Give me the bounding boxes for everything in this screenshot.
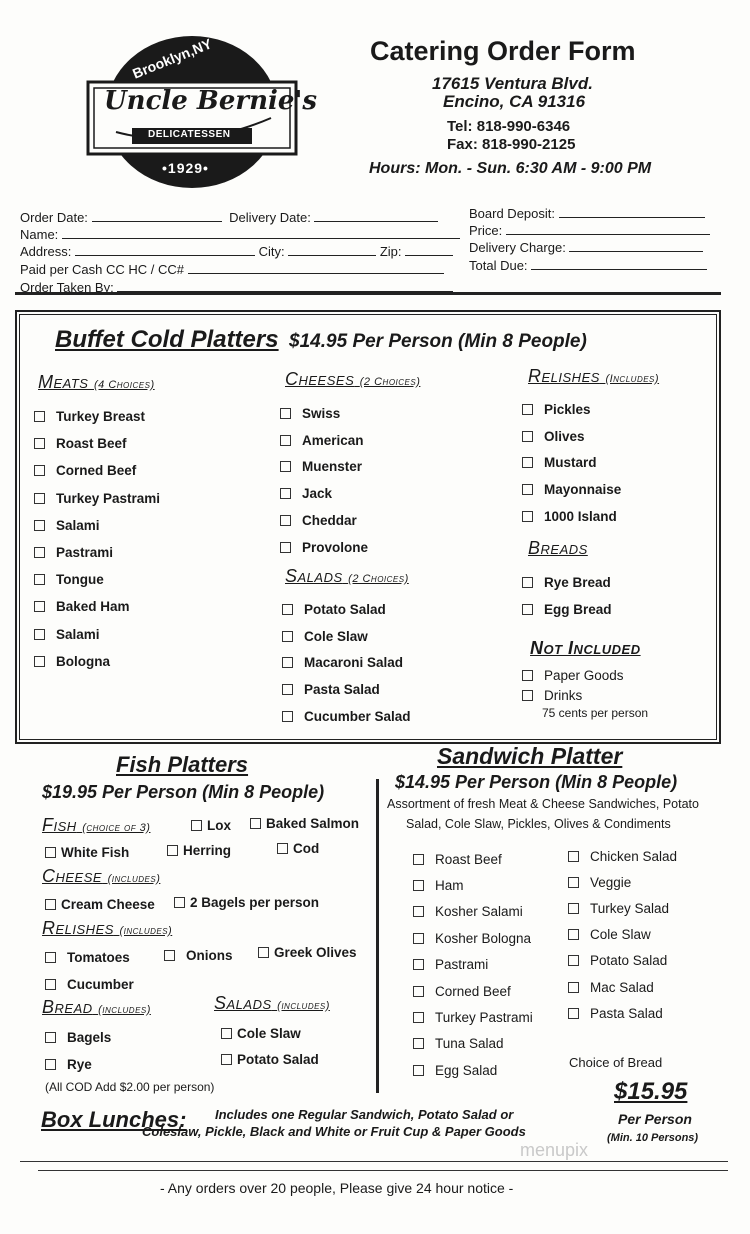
checkbox[interactable] [34,629,45,640]
relishes-note: (Includes) [605,373,660,385]
fish-bread-heading [42,997,151,1018]
fish-relish-item[interactable] [258,945,357,960]
buffet-price: $14.95 Per Person (Min 8 People) [289,331,587,352]
fish-bread-label: Bread [42,997,93,1017]
checkbox[interactable] [282,604,293,615]
cheeses-list [280,400,368,561]
salads-note: (2 Choices) [348,573,409,585]
sandwich-title: Sandwich Platter [437,743,623,769]
meats-label: Meats [38,372,89,392]
checkbox[interactable] [568,955,579,966]
buffet-heading [55,326,587,354]
item-label: Mustard [544,455,597,471]
checklist-item[interactable] [282,623,411,650]
item-label: Tuna Salad [435,1036,504,1052]
item-label: American [302,432,364,448]
logo-top-text: Brooklyn,NY [130,35,214,82]
address-city: Encino, CA 91316 [443,92,586,111]
checkbox[interactable] [282,631,293,642]
item-label: Kosher Salami [435,904,523,920]
item-label: Lox [207,818,232,833]
order-date-field[interactable] [92,209,222,222]
box-lunch-price: $15.95 [614,1078,688,1105]
item-label: Cucumber [67,977,134,992]
checkbox[interactable] [280,435,291,446]
meats-heading [38,372,155,393]
checklist-item[interactable] [522,665,624,685]
checkbox[interactable] [34,438,45,449]
item-label: White Fish [61,845,130,860]
price-row [469,222,710,238]
address-label: Address: [20,244,72,259]
checklist-item[interactable] [34,457,160,484]
item-label: Tomatoes [67,950,130,965]
fish-item[interactable] [45,845,129,860]
item-label: Potato Salad [237,1052,319,1067]
checklist-item[interactable] [34,512,160,539]
checklist-item[interactable] [34,593,160,620]
item-label: Baked Ham [56,599,130,615]
sandwich-desc-2: Salad, Cole Slaw, Pickles, Olives & Condiments [406,817,671,831]
board-deposit-field[interactable] [559,205,705,218]
checkbox[interactable] [282,711,293,722]
item-label: Potato Salad [590,953,668,969]
checklist-item[interactable] [413,925,533,951]
fish-item[interactable] [250,816,359,831]
checklist-item[interactable] [568,974,677,1000]
item-label: Rye Bread [544,575,611,590]
item-label: Chicken Salad [590,848,678,864]
fish-salad-item[interactable] [221,1052,319,1067]
checklist-item[interactable] [568,1000,677,1026]
checklist-item[interactable] [568,922,677,948]
delivery-date-label: Delivery Date: [229,210,311,225]
checkbox[interactable] [522,431,533,442]
item-label: Cole Slaw [237,1026,301,1041]
salads-heading [285,566,409,587]
checkbox[interactable] [45,952,56,963]
name-field[interactable] [62,226,460,239]
city-field[interactable] [288,243,376,256]
checklist-item[interactable] [522,503,621,530]
fish-relish-item[interactable] [45,950,130,965]
logo-name: Uncle Bernie's [104,86,318,116]
order-date-row [20,209,438,225]
fish-bread-item[interactable] [45,1030,111,1045]
item-label: Baked Salmon [266,816,360,831]
item-label: Pastrami [56,545,114,561]
item-label: Potato Salad [304,601,386,617]
board-deposit-row [469,205,705,221]
paid-field[interactable] [188,261,444,274]
box-lunch-per: Per Person [618,1111,692,1127]
fish-price: $19.95 Per Person (Min 8 People) [42,782,325,802]
watermark: menupix [520,1140,589,1160]
checkbox[interactable] [413,880,424,891]
checkbox[interactable] [413,959,424,970]
checklist-item[interactable] [522,476,621,503]
checkbox[interactable] [522,457,533,468]
item-label: Turkey Pastrami [435,1010,533,1026]
item-label: 2 Bagels per person [190,895,320,910]
price-label: Price: [469,223,503,238]
taken-by-label: Order Taken By: [20,280,114,295]
checkbox[interactable] [568,929,579,940]
item-label: Drinks [544,687,583,703]
item-label: Mayonnaise [544,482,622,498]
checkbox[interactable] [568,877,579,888]
item-label: Roast Beef [435,851,502,867]
checklist-item[interactable] [413,846,533,872]
relishes-label: Relishes [528,366,600,386]
fish-relishes-note: (includes) [119,925,173,937]
checkbox[interactable] [280,515,291,526]
checkbox[interactable] [522,511,533,522]
checklist-item[interactable] [280,427,368,454]
cheeses-label: Cheeses [285,369,355,389]
item-label: Turkey Salad [590,900,670,916]
cheeses-note: (2 Choices) [359,376,421,388]
item-label: Cole Slaw [590,927,651,943]
header-divider [15,292,721,295]
total-due-label: Total Due: [469,258,528,273]
checklist-item[interactable] [34,430,160,457]
meats-note: (4 Choices) [94,379,155,391]
checklist-item[interactable] [522,596,612,623]
item-label: Turkey Pastrami [56,490,161,506]
taken-by-field[interactable] [117,279,453,292]
checkbox[interactable] [191,820,202,831]
checklist-item[interactable] [413,1057,533,1083]
checklist-item[interactable] [280,454,368,481]
item-label: Cod [293,841,320,856]
box-lunch-line-2: Coleslaw, Pickle, Black and White or Fruit Cup & Paper Goods [142,1124,526,1139]
box-lunch-min: (Min. 10 Persons) [607,1132,699,1144]
checkbox[interactable] [522,577,533,588]
item-label: Jack [302,486,333,502]
checklist-item[interactable] [413,1004,533,1030]
fish-salad-item[interactable] [221,1026,301,1041]
item-label: Cream Cheese [61,897,155,912]
checkbox[interactable] [568,851,579,862]
checkbox[interactable] [34,656,45,667]
checklist-item[interactable] [413,872,533,898]
fish-salads-label: Salads [214,993,272,1013]
item-label: Greek Olives [274,945,357,960]
sandwich-price: $14.95 Per Person (Min 8 People) [395,772,678,792]
checklist-item[interactable] [413,978,533,1004]
checkbox[interactable] [167,845,178,856]
fish-note: (choice of 3) [82,822,151,834]
item-label: Swiss [302,405,341,421]
checklist-item[interactable] [34,485,160,512]
item-label: 1000 Island [544,509,617,525]
checkbox[interactable] [34,411,45,422]
fax: Fax: 818-990-2125 [447,136,576,153]
checkbox[interactable] [568,982,579,993]
fish-title: Fish Platters [116,752,249,777]
checkbox[interactable] [174,897,185,908]
checkbox[interactable] [282,657,293,668]
checkbox[interactable] [413,1038,424,1049]
footer-notice: - Any orders over 20 people, Please give 24 hour notice - [160,1180,514,1196]
breads-label: Breads [528,538,588,558]
checkbox[interactable] [568,1008,579,1019]
item-label: Cucumber Salad [304,709,411,725]
order-date-label: Order Date: [20,210,88,225]
relishes-list [522,396,621,530]
checkbox[interactable] [413,854,424,865]
item-label: Bologna [56,653,110,669]
fish-cheese-item[interactable] [174,895,319,910]
checklist-item[interactable] [522,450,621,477]
fish-salads-heading [214,993,330,1014]
box-lunch-line-1: Includes one Regular Sandwich, Potato Salad or [215,1107,514,1122]
fish-item[interactable] [167,843,231,858]
checkbox[interactable] [34,493,45,504]
checklist-item[interactable] [568,843,677,869]
fish-item[interactable] [277,841,319,856]
checklist-item[interactable] [568,869,677,895]
item-label: Egg Salad [435,1062,498,1078]
checklist-item[interactable] [522,569,612,596]
checklist-item[interactable] [282,703,411,730]
checklist-item[interactable] [280,534,368,561]
salads-list [282,596,411,730]
checkbox[interactable] [258,947,269,958]
checkbox[interactable] [280,408,291,419]
checklist-item[interactable] [413,1031,533,1057]
fish-cheese-heading [42,866,160,887]
checklist-item[interactable] [282,676,411,703]
sandwich-left-list [413,846,533,1084]
checkbox[interactable] [45,1059,56,1070]
item-label: Salami [56,517,100,533]
fish-cheese-label: Cheese [42,866,103,886]
checkbox[interactable] [413,1012,424,1023]
sandwich-right-list [568,843,677,1026]
item-label: Macaroni Salad [304,655,404,671]
checklist-item[interactable] [413,952,533,978]
checkbox[interactable] [568,903,579,914]
checkbox[interactable] [280,542,291,553]
item-label: Egg Bread [544,602,612,617]
checklist-item[interactable] [282,596,411,623]
checkbox[interactable] [522,604,533,615]
checkbox[interactable] [250,818,261,829]
checklist-item[interactable] [34,539,160,566]
checkbox[interactable] [45,979,56,990]
item-label: Mac Salad [590,979,654,995]
checklist-item[interactable] [280,507,368,534]
item-label: Turkey Breast [56,409,146,425]
fish-relishes-heading [42,918,172,939]
checkbox[interactable] [221,1028,232,1039]
item-label: Kosher Bologna [435,930,532,946]
meats-list [34,403,160,675]
cheeses-heading [285,369,420,390]
phone: Tel: 818-990-6346 [447,118,571,135]
delivery-date-field[interactable] [314,209,438,222]
hours: Hours: Mon. - Sun. 6:30 AM - 9:00 PM [369,160,652,177]
fish-label: Fish [42,815,77,835]
item-label: Cole Slaw [304,628,368,644]
sandwich-desc-1: Assortment of fresh Meat & Cheese Sandwiches, Potato [387,797,699,811]
not-included-list [522,665,624,705]
address-row [20,243,453,259]
address-field[interactable] [75,243,255,256]
checkbox[interactable] [45,1032,56,1043]
page-title: Catering Order Form [370,36,636,66]
item-label: Cheddar [302,513,357,529]
footer-rule-2 [38,1170,728,1171]
fish-cheese-item[interactable] [45,897,155,912]
not-included-heading [530,638,641,659]
price-field[interactable] [506,222,710,235]
not-included-label: Not Included [530,638,641,658]
fish-relishes-label: Relishes [42,918,114,938]
checkbox[interactable] [164,950,175,961]
bread-choice: Choice of Bread [569,1055,663,1070]
item-label: Provolone [302,539,369,555]
item-label: Roast Beef [56,436,127,452]
checkbox[interactable] [282,684,293,695]
fish-bread-item[interactable] [45,1057,92,1072]
name-row [20,226,460,242]
checklist-item[interactable] [34,566,160,593]
total-due-row [469,257,707,273]
buffet-title: Buffet Cold Platters [55,326,279,353]
relishes-heading [528,366,659,387]
checkbox[interactable] [280,461,291,472]
item-label: Onions [186,948,233,963]
item-label: Pickles [544,401,591,417]
checkbox[interactable] [34,547,45,558]
item-label: Veggie [590,874,632,890]
paid-label: Paid per Cash CC HC / CC# [20,262,184,277]
city-label: City: [258,244,285,259]
checkbox[interactable] [34,601,45,612]
checkbox[interactable] [34,465,45,476]
item-label: Pastrami [435,957,489,973]
total-due-field[interactable] [531,257,707,270]
board-deposit-label: Board Deposit: [469,206,555,221]
item-label: Herring [183,843,232,858]
item-label: Tongue [56,572,104,588]
checkbox[interactable] [45,847,56,858]
checklist-item[interactable] [34,648,160,675]
checkbox[interactable] [522,404,533,415]
salads-label: Salads [285,566,343,586]
fish-relish-item[interactable] [164,948,233,963]
checkbox[interactable] [34,520,45,531]
delivery-charge-label: Delivery Charge: [469,240,566,255]
fish-cheese-note: (includes) [107,873,161,885]
drinks-note: 75 cents per person [542,706,649,720]
checkbox[interactable] [413,906,424,917]
fish-relish-item[interactable] [45,977,134,992]
item-label: Corned Beef [56,463,137,479]
fish-heading [42,815,150,836]
delivery-charge-field[interactable] [569,239,703,252]
section-divider [376,779,379,1093]
item-label: Salami [56,626,100,642]
checklist-item[interactable] [413,899,533,925]
item-label: Pasta Salad [304,682,380,698]
item-label: Rye [67,1057,92,1072]
checklist-item[interactable] [34,621,160,648]
item-label: Ham [435,878,464,894]
address-street: 17615 Ventura Blvd. [432,74,593,93]
checkbox[interactable] [277,843,288,854]
breads-heading [528,538,588,559]
checkbox[interactable] [522,484,533,495]
checkbox[interactable] [522,690,533,701]
checklist-item[interactable] [522,685,624,705]
zip-label: Zip: [379,244,402,259]
checklist-item[interactable] [522,396,621,423]
delivery-charge-row [469,239,703,255]
checklist-item[interactable] [282,650,411,677]
logo-sub: DELICATESSEN [148,129,231,140]
breads-list [522,569,612,623]
zip-field[interactable] [405,243,453,256]
item-label: Olives [544,428,585,444]
checkbox[interactable] [413,1065,424,1076]
checkbox[interactable] [280,488,291,499]
item-label: Muenster [302,459,363,475]
cod-note: (All COD Add $2.00 per person) [45,1080,215,1094]
checklist-item[interactable] [280,480,368,507]
checkbox[interactable] [522,670,533,681]
fish-salads-note: (includes) [277,1000,330,1012]
item-label: Pasta Salad [590,1005,663,1021]
item-label: Paper Goods [544,667,624,683]
box-lunch-title: Box Lunches: [41,1107,187,1132]
fish-item[interactable] [191,818,231,833]
paid-row [20,261,444,277]
checkbox[interactable] [221,1054,232,1065]
footer-rule-1 [20,1161,728,1162]
checklist-item[interactable] [34,403,160,430]
checklist-item[interactable] [280,400,368,427]
checklist-item[interactable] [568,948,677,974]
checkbox[interactable] [34,574,45,585]
checklist-item[interactable] [568,895,677,921]
checklist-item[interactable] [522,423,621,450]
name-label: Name: [20,227,59,242]
item-label: Corned Beef [435,983,511,999]
logo-year: •1929• [162,160,209,176]
fish-bread-note: (includes) [98,1004,151,1016]
checkbox[interactable] [413,986,424,997]
checkbox[interactable] [45,899,56,910]
item-label: Bagels [67,1030,112,1045]
checkbox[interactable] [413,933,424,944]
